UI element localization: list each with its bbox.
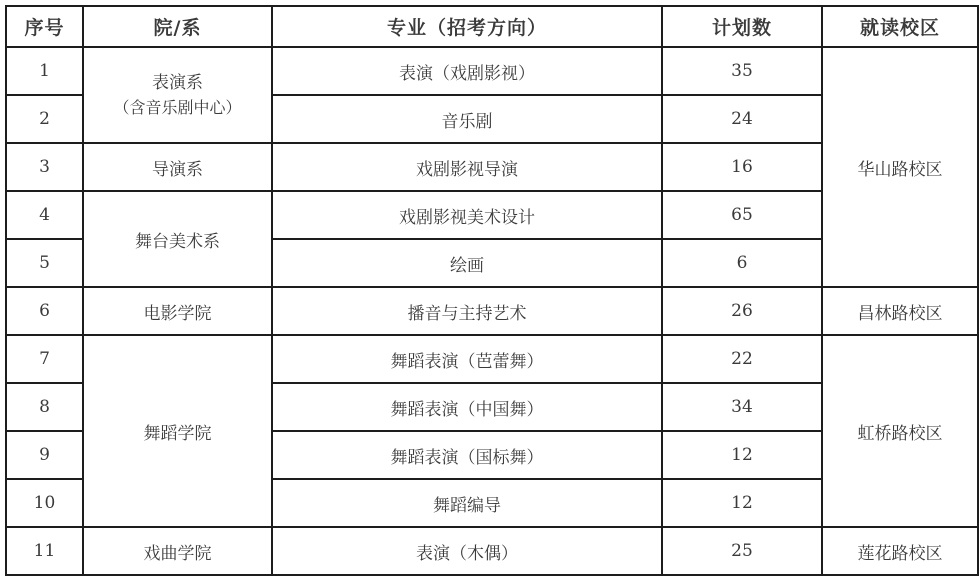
table-row-6 [6,287,978,335]
major-cell: 绘画 [272,239,662,287]
seq-cell: 4 [6,191,83,239]
dept-cell-performance [83,47,272,143]
plan-cell: 22 [662,335,822,383]
table-row-1 [6,47,978,95]
major-cell: 播音与主持艺术 [272,287,662,335]
campus-cell-changlin: 昌林路校区 [822,287,978,335]
header-campus: 就读校区 [822,6,978,47]
plan-cell: 6 [662,239,822,287]
admission-plan-table [5,5,979,576]
seq-cell: 8 [6,383,83,431]
header-plan: 计划数 [662,6,822,47]
major-cell: 舞蹈表演（国标舞） [272,431,662,479]
page [0,5,980,581]
seq-cell: 10 [6,479,83,527]
header-major: 专业（招考方向） [272,6,662,47]
header-no: 序号 [6,6,83,47]
major-cell: 戏剧影视导演 [272,143,662,191]
plan-cell: 34 [662,383,822,431]
header-dept: 院/系 [83,6,272,47]
seq-cell: 11 [6,527,83,575]
plan-cell: 12 [662,431,822,479]
campus-cell-lianhua: 莲花路校区 [822,527,978,575]
dept-cell-film-school: 电影学院 [83,287,272,335]
seq-cell: 6 [6,287,83,335]
plan-cell: 65 [662,191,822,239]
plan-cell: 24 [662,95,822,143]
seq-cell: 2 [6,95,83,143]
plan-cell: 26 [662,287,822,335]
major-cell: 戏剧影视美术设计 [272,191,662,239]
plan-cell: 35 [662,47,822,95]
dept-cell-stage-design: 舞台美术系 [83,191,272,287]
plan-cell: 12 [662,479,822,527]
table-row-7 [6,335,978,383]
major-cell: 音乐剧 [272,95,662,143]
major-cell: 舞蹈表演（中国舞） [272,383,662,431]
major-cell: 表演（戏剧影视） [272,47,662,95]
campus-cell-hongqiao: 虹桥路校区 [822,335,978,527]
plan-cell: 25 [662,527,822,575]
campus-cell-huashan: 华山路校区 [822,47,978,287]
dept-cell-dance-school: 舞蹈学院 [83,335,272,527]
seq-cell: 3 [6,143,83,191]
plan-cell: 16 [662,143,822,191]
major-cell: 表演（木偶） [272,527,662,575]
header-row [6,6,978,47]
table-row-11 [6,527,978,575]
dept-note: （含音乐剧中心） [113,97,242,117]
seq-cell: 5 [6,239,83,287]
major-cell: 舞蹈表演（芭蕾舞） [272,335,662,383]
dept-cell-directing: 导演系 [83,143,272,191]
seq-cell: 1 [6,47,83,95]
seq-cell: 7 [6,335,83,383]
dept-name: 表演系 [152,73,203,94]
major-cell: 舞蹈编导 [272,479,662,527]
seq-cell: 9 [6,431,83,479]
dept-cell-opera-school: 戏曲学院 [83,527,272,575]
